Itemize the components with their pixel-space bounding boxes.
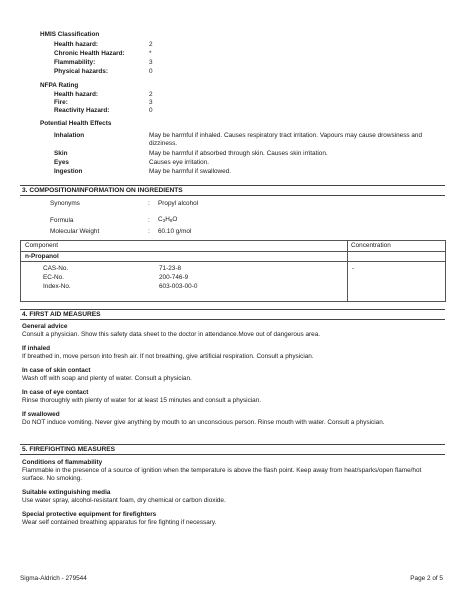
index-value: 603-003-00-0 bbox=[159, 283, 198, 290]
table-row-divider bbox=[21, 261, 445, 262]
hmis-label: Physical hazards: bbox=[54, 68, 108, 75]
health-effect-label: Inhalation bbox=[54, 132, 85, 139]
hmis-label: Flammability: bbox=[54, 59, 96, 66]
formula-h-sub: 8 bbox=[169, 218, 173, 223]
nfpa-title: NFPA Rating bbox=[40, 82, 79, 89]
molecular-weight-value: 60.10 g/mol bbox=[158, 228, 192, 235]
cas-value: 71-23-8 bbox=[159, 265, 182, 272]
hmis-value: * bbox=[149, 50, 152, 57]
section-5-header: 5. FIREFIGHTING MEASURES bbox=[20, 444, 445, 455]
firefighting-text: Flammable in the presence of a source of ignition when the temperature is above the flash point. Keep away from heat/sparks/open flame/hot surface. No smoking. bbox=[22, 467, 422, 482]
ec-value: 200-746-9 bbox=[159, 274, 189, 281]
first-aid-heading: General advice bbox=[22, 323, 68, 330]
firefighting-heading: Special protective equipment for firefighters bbox=[22, 511, 157, 518]
health-effect-label: Ingestion bbox=[54, 168, 83, 175]
nfpa-value: 0 bbox=[149, 107, 153, 114]
first-aid-text: Do NOT induce vomiting. Never give anything by mouth to an unconscious person. Rinse mouth with water. Consult a physician. bbox=[22, 419, 385, 426]
firefighting-heading: Suitable extinguishing media bbox=[22, 489, 111, 496]
molecular-weight-label: Molecular Weight bbox=[50, 228, 100, 235]
footer-left: Sigma-Aldrich - 279544 bbox=[20, 575, 87, 582]
health-effects-title: Potential Health Effects bbox=[40, 120, 112, 127]
firefighting-text: Wear self contained breathing apparatus for fire fighting if necessary. bbox=[22, 519, 217, 526]
hmis-row bbox=[54, 68, 174, 77]
formula-label: Formula bbox=[50, 217, 74, 224]
formula-c-sub: 3 bbox=[162, 218, 166, 223]
synonyms-value: Propyl alcohol bbox=[158, 200, 199, 207]
nfpa-label: Reactivity Hazard: bbox=[54, 107, 110, 114]
nfpa-label: Fire: bbox=[54, 99, 68, 106]
firefighting-text: Use water spray, alcohol-resistant foam, dry chemical or carbon dioxide. bbox=[22, 497, 226, 504]
concentration-value: - bbox=[352, 265, 355, 272]
concentration-header: Concentration bbox=[351, 242, 391, 249]
ingredients-table bbox=[20, 240, 446, 302]
molecular-weight-colon: : bbox=[148, 228, 150, 235]
formula-c: C bbox=[158, 216, 163, 223]
hmis-value: 2 bbox=[149, 41, 153, 48]
hmis-row bbox=[54, 50, 174, 59]
health-effect-label: Eyes bbox=[54, 159, 69, 166]
first-aid-text: If breathed in, move person into fresh air. If not breathing, give artificial respiration. Consult a physician. bbox=[22, 353, 314, 360]
table-divider bbox=[347, 241, 348, 301]
first-aid-heading: If swallowed bbox=[22, 411, 60, 418]
nfpa-row bbox=[54, 107, 174, 116]
first-aid-heading: In case of eye contact bbox=[22, 389, 89, 396]
hmis-row bbox=[54, 59, 174, 68]
formula-h: H bbox=[165, 216, 170, 223]
footer-page-number: Page 2 of 5 bbox=[410, 575, 443, 582]
component-header: Component bbox=[25, 242, 59, 249]
health-effect-label: Skin bbox=[54, 150, 68, 157]
health-effect-text: Causes eye irritation. bbox=[149, 159, 210, 166]
hmis-label: Chronic Health Hazard: bbox=[54, 50, 125, 57]
ec-label: EC-No. bbox=[43, 274, 64, 281]
first-aid-text: Consult a physician. Show this safety data sheet to the doctor in attendance.Move out of dangerous area. bbox=[22, 331, 321, 338]
first-aid-text: Rinse thoroughly with plenty of water for at least 15 minutes and consult a physician. bbox=[22, 397, 262, 404]
index-label: Index-No. bbox=[43, 283, 71, 290]
section-3-header: 3. COMPOSITION/INFORMATION ON INGREDIENTS bbox=[20, 185, 445, 196]
cas-label: CAS-No. bbox=[43, 265, 69, 272]
health-effect-text: May be harmful if swallowed. bbox=[149, 168, 232, 175]
substance-name: n-Propanol bbox=[25, 253, 59, 260]
nfpa-label: Health hazard: bbox=[54, 91, 99, 98]
hmis-value: 0 bbox=[149, 68, 153, 75]
nfpa-value: 3 bbox=[149, 99, 153, 106]
formula-o: O bbox=[172, 216, 178, 223]
synonyms-colon: : bbox=[148, 200, 150, 207]
hmis-label: Health hazard: bbox=[54, 41, 99, 48]
first-aid-text: Wash off with soap and plenty of water. Consult a physician. bbox=[22, 375, 192, 382]
first-aid-heading: If inhaled bbox=[22, 345, 51, 352]
hmis-value: 3 bbox=[149, 59, 153, 66]
section-4-header: 4. FIRST AID MEASURES bbox=[20, 309, 445, 320]
hmis-title: HMIS Classification bbox=[40, 31, 100, 38]
health-effect-text: May be harmful if inhaled. Causes respiratory tract irritation. Vapours may cause drowsiness and dizziness. bbox=[149, 132, 423, 147]
synonyms-label: Synonyms bbox=[50, 200, 80, 207]
health-effect-text: May be harmful if absorbed through skin. Causes skin irritation. bbox=[149, 150, 328, 157]
formula-value bbox=[158, 216, 177, 224]
firefighting-heading: Conditions of flammability bbox=[22, 459, 103, 466]
nfpa-value: 2 bbox=[149, 91, 153, 98]
formula-colon: : bbox=[148, 217, 150, 224]
first-aid-heading: In case of skin contact bbox=[22, 367, 91, 374]
hmis-row bbox=[54, 41, 174, 50]
